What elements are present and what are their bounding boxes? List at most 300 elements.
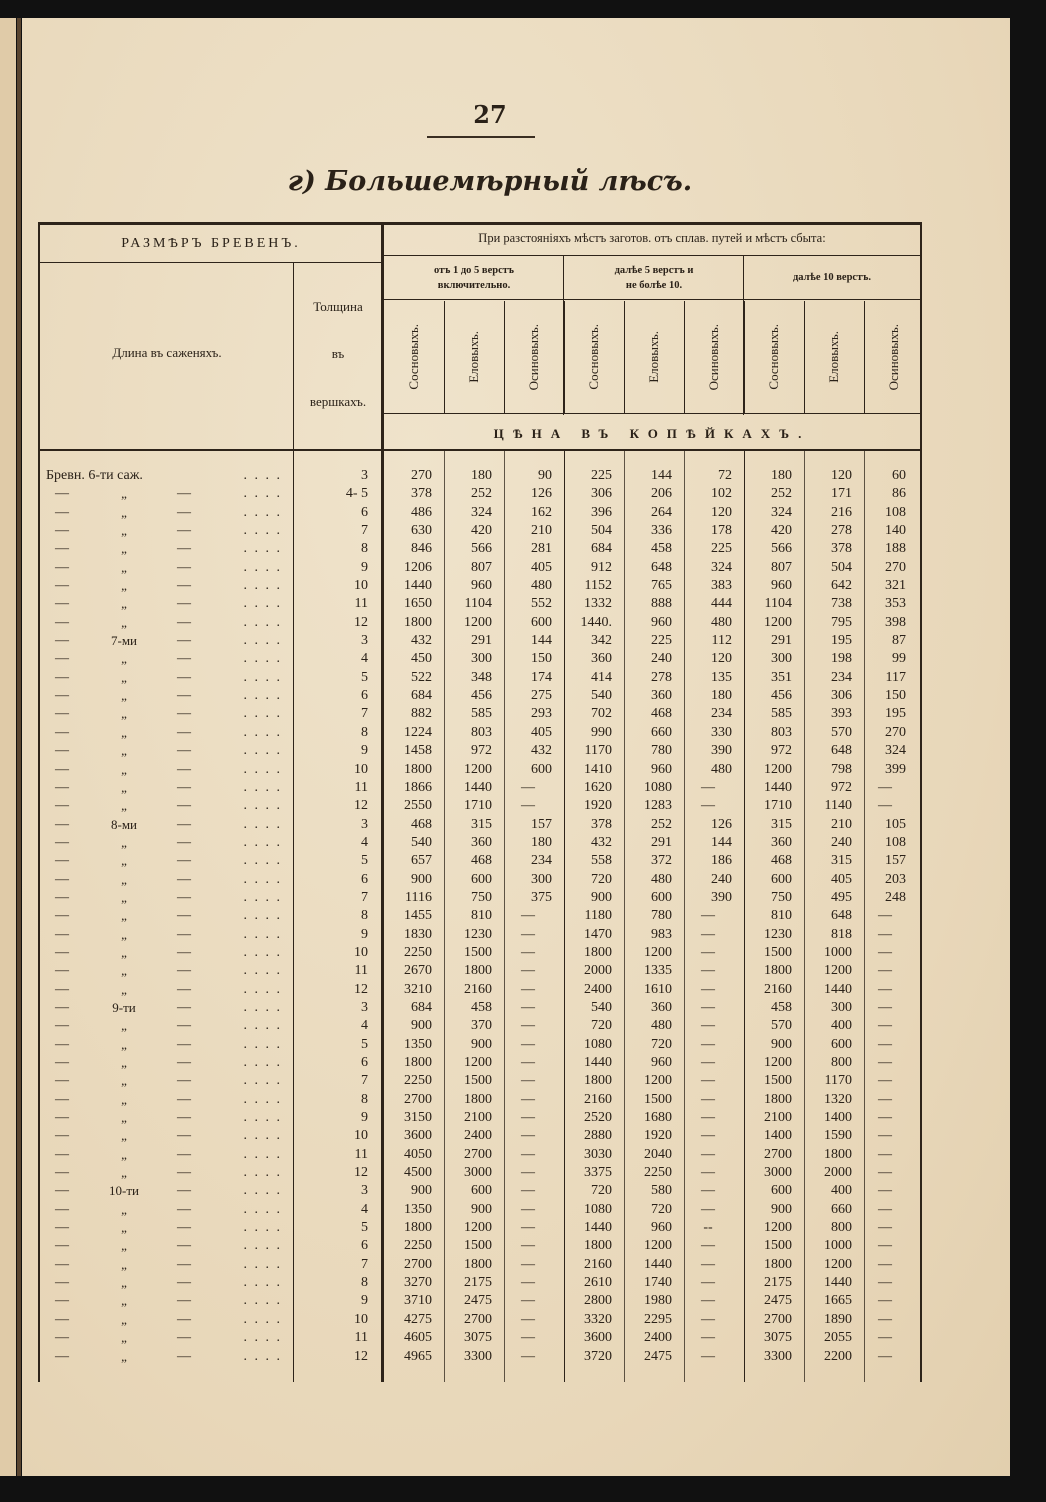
price-cell: — — [521, 1128, 535, 1144]
ditto-mark: „ — [121, 1238, 127, 1254]
price-cell: — — [701, 926, 715, 942]
price-cell: 540 — [411, 834, 432, 850]
thickness-cell: 7 — [361, 706, 368, 722]
price-cell: 1500 — [464, 1238, 492, 1254]
ditto-dash: — — [55, 1311, 69, 1327]
price-cell: 2200 — [824, 1348, 852, 1364]
thickness-cell: 5 — [361, 853, 368, 869]
price-cell: 112 — [711, 633, 732, 649]
price-cell: 480 — [711, 761, 732, 777]
price-cell: 180 — [771, 468, 792, 483]
price-cell: 972 — [831, 779, 852, 795]
price-cell: 2175 — [764, 1275, 792, 1291]
ditto-dash: — — [177, 1183, 191, 1199]
price-cell: 324 — [471, 504, 492, 520]
price-cell: 396 — [591, 504, 612, 520]
price-cell: — — [878, 1091, 892, 1107]
ditto-dash: — — [177, 486, 191, 502]
group-header-2-line1: далѣе 5 верстъ и — [614, 265, 694, 276]
price-cell: 1920 — [584, 798, 612, 814]
price-cell: 720 — [591, 871, 612, 887]
thickness-cell: 3 — [361, 1183, 368, 1199]
price-cell: 252 — [651, 816, 672, 832]
price-cell: 306 — [591, 486, 612, 502]
ditto-dash: — — [177, 688, 191, 704]
ditto-mark: „ — [121, 559, 127, 575]
leader-dots: . . . . — [243, 1110, 282, 1126]
price-cell: 324 — [771, 504, 792, 520]
price-cell: 972 — [471, 743, 492, 759]
price-cell: 270 — [411, 468, 432, 483]
price-cell: — — [521, 1293, 535, 1309]
price-cell: 315 — [831, 853, 852, 869]
ditto-dash: — — [177, 1348, 191, 1364]
table-row — [40, 1311, 920, 1329]
price-cell: 414 — [591, 669, 612, 685]
thickness-cell: 12 — [354, 1348, 368, 1364]
leader-dots: . . . . — [243, 798, 282, 814]
distance-header-rule — [384, 255, 920, 256]
ditto-dash: — — [177, 523, 191, 539]
price-cell: 150 — [531, 651, 552, 667]
ditto-dash: — — [177, 816, 191, 832]
price-cell: 1830 — [404, 926, 432, 942]
price-cell: 405 — [831, 871, 852, 887]
ditto-mark: „ — [121, 908, 127, 924]
thickness-cell: 9 — [361, 559, 368, 575]
price-cell: 210 — [831, 816, 852, 832]
ditto-mark: „ — [121, 1348, 127, 1364]
thickness-cell: 3 — [361, 633, 368, 649]
table-row — [40, 1054, 920, 1072]
ditto-mark: „ — [121, 578, 127, 594]
thickness-cell: 3 — [361, 468, 368, 483]
price-cell: 2475 — [464, 1293, 492, 1309]
price-cell: 2100 — [764, 1110, 792, 1126]
wood-type-header-cell — [565, 304, 623, 410]
ditto-dash: — — [55, 743, 69, 759]
price-cell: 504 — [831, 559, 852, 575]
price-cell: 1206 — [404, 559, 432, 575]
price-cell: 600 — [831, 1036, 852, 1052]
price-cell: — — [878, 1110, 892, 1126]
price-cell: 846 — [411, 541, 432, 557]
price-cell: 1170 — [584, 743, 612, 759]
price-cell: 180 — [471, 468, 492, 483]
price-cell: — — [878, 1036, 892, 1052]
ditto-dash: — — [177, 706, 191, 722]
ditto-dash: — — [177, 596, 191, 612]
ditto-dash: — — [55, 926, 69, 942]
price-cell: 1440 — [824, 981, 852, 997]
ditto-mark: „ — [121, 1220, 127, 1236]
ditto-dash: — — [55, 1220, 69, 1236]
leader-dots: . . . . — [243, 1073, 282, 1089]
price-cell: 468 — [651, 706, 672, 722]
wood-type-header: Еловыхъ. — [646, 331, 661, 383]
price-cell: 1740 — [644, 1275, 672, 1291]
thickness-cell: 4 — [361, 1018, 368, 1034]
price-cell: — — [878, 1018, 892, 1034]
price-cell: 3320 — [584, 1311, 612, 1327]
price-cell: 240 — [831, 834, 852, 850]
price-cell: 2040 — [644, 1146, 672, 1162]
price-cell: 1800 — [404, 614, 432, 630]
price-cell: 2160 — [584, 1091, 612, 1107]
price-cell: 1332 — [584, 596, 612, 612]
table-row — [40, 1127, 920, 1145]
price-cell: — — [521, 1091, 535, 1107]
price-cell: 444 — [711, 596, 732, 612]
price-cell: — — [701, 1036, 715, 1052]
price-cell: 330 — [711, 724, 732, 740]
price-cell: 1800 — [464, 1091, 492, 1107]
ditto-dash: — — [177, 651, 191, 667]
price-cell: 2700 — [464, 1311, 492, 1327]
price-cell: — — [701, 999, 715, 1015]
thickness-cell: 4 — [361, 1201, 368, 1217]
ditto-dash: — — [177, 999, 191, 1015]
price-cell: 2400 — [584, 981, 612, 997]
price-cell: 900 — [411, 1018, 432, 1034]
price-cell: 458 — [471, 999, 492, 1015]
price-cell: 1440 — [584, 1220, 612, 1236]
price-cell: 1200 — [644, 1238, 672, 1254]
thickness-cell: 5 — [361, 1220, 368, 1236]
price-cell: 1440 — [764, 779, 792, 795]
ditto-dash: — — [55, 1330, 69, 1346]
price-cell: 1440 — [644, 1256, 672, 1272]
price-cell: 1800 — [584, 1073, 612, 1089]
ditto-mark: „ — [121, 688, 127, 704]
ditto-mark: „ — [121, 1073, 127, 1089]
price-table-body — [40, 467, 920, 1366]
price-cell: 2400 — [644, 1330, 672, 1346]
price-cell: 188 — [885, 541, 906, 557]
length-label: Бревн. 6-ти саж. — [46, 468, 143, 483]
price-cell: 3075 — [764, 1330, 792, 1346]
price-cell: 102 — [711, 486, 732, 502]
price-cell: 684 — [411, 688, 432, 704]
price-cell: 206 — [651, 486, 672, 502]
price-cell: 1080 — [584, 1036, 612, 1052]
ditto-mark: „ — [121, 1330, 127, 1346]
price-cell: — — [521, 1018, 535, 1034]
price-cell: 2160 — [464, 981, 492, 997]
leader-dots: . . . . — [243, 1146, 282, 1162]
wood-type-header: Еловыхъ. — [466, 331, 481, 383]
price-cell: 660 — [651, 724, 672, 740]
thickness-cell: 11 — [354, 1330, 368, 1346]
price-cell: — — [521, 1183, 535, 1199]
thickness-cell: 9 — [361, 1110, 368, 1126]
ditto-dash: — — [55, 1293, 69, 1309]
price-cell: 2700 — [404, 1256, 432, 1272]
size-header-rule — [40, 262, 381, 263]
section-title: г) Большемѣрный лѣсъ. — [287, 166, 693, 197]
table-row — [40, 834, 920, 852]
price-cell: 2880 — [584, 1128, 612, 1144]
leader-dots: . . . . — [243, 1330, 282, 1346]
column-divider — [624, 301, 625, 413]
price-cell: 4605 — [404, 1330, 432, 1346]
price-caption: ЦѢНА ВЪ КОПѢЙКАХЪ. — [493, 426, 811, 441]
ditto-dash: — — [177, 614, 191, 630]
leader-dots: . . . . — [243, 743, 282, 759]
ditto-dash: — — [177, 944, 191, 960]
table-row — [40, 1329, 920, 1347]
leader-dots: . . . . — [243, 596, 282, 612]
price-cell: 324 — [885, 743, 906, 759]
price-cell: 225 — [591, 468, 612, 483]
price-cell: 1590 — [824, 1128, 852, 1144]
price-cell: 1200 — [764, 761, 792, 777]
ditto-dash: — — [55, 981, 69, 997]
ditto-mark: „ — [121, 706, 127, 722]
ditto-dash: — — [177, 981, 191, 997]
price-cell: — — [521, 1146, 535, 1162]
ditto-mark: „ — [121, 1036, 127, 1052]
price-cell: 780 — [651, 743, 672, 759]
price-cell: — — [701, 1055, 715, 1070]
thickness-cell: 9 — [361, 1293, 368, 1309]
price-cell: — — [521, 908, 535, 924]
price-cell: 1152 — [584, 578, 612, 594]
price-cell: — — [701, 1110, 715, 1126]
table-row — [40, 1072, 920, 1090]
price-cell: — — [701, 779, 715, 795]
price-cell: 570 — [831, 724, 852, 740]
price-cell: 390 — [711, 743, 732, 759]
price-cell: 248 — [885, 889, 906, 905]
price-cell: 900 — [411, 1183, 432, 1199]
price-cell: 210 — [531, 523, 552, 539]
price-cell: 3710 — [404, 1293, 432, 1309]
table-row — [40, 504, 920, 522]
price-cell: — — [701, 1348, 715, 1364]
wood-type-header: Осиновыхъ. — [706, 323, 721, 391]
page-number-rule — [427, 136, 535, 138]
wood-types-rule — [384, 413, 920, 414]
price-cell: — — [521, 1348, 535, 1364]
price-cell: 648 — [831, 908, 852, 924]
price-cell: 378 — [591, 816, 612, 832]
price-cell: 3300 — [464, 1348, 492, 1364]
price-cell: 1980 — [644, 1293, 672, 1309]
price-cell: — — [521, 1201, 535, 1217]
leader-dots: . . . . — [243, 853, 282, 869]
leader-dots: . . . . — [243, 468, 282, 483]
ditto-dash: — — [177, 1128, 191, 1144]
leader-dots: . . . . — [243, 724, 282, 740]
table-row — [40, 1017, 920, 1035]
table-row — [40, 871, 920, 889]
ditto-dash: — — [177, 1256, 191, 1272]
price-cell: 900 — [591, 889, 612, 905]
price-cell: 150 — [885, 688, 906, 704]
ditto-dash: — — [55, 999, 69, 1015]
ditto-mark: „ — [121, 596, 127, 612]
ditto-mark: „ — [121, 523, 127, 539]
ditto-mark: „ — [121, 1201, 127, 1217]
price-cell: 90 — [538, 468, 552, 483]
thickness-cell: 7 — [361, 1073, 368, 1089]
wood-type-header: Сосновыхъ. — [766, 324, 781, 390]
price-cell: 1200 — [764, 1220, 792, 1236]
wood-type-header-cell — [445, 304, 503, 410]
ditto-dash: — — [55, 1201, 69, 1217]
price-cell: — — [701, 1275, 715, 1291]
price-cell: 1440. — [580, 614, 612, 630]
ditto-dash: — — [55, 523, 69, 539]
price-cell: — — [878, 1238, 892, 1254]
price-cell: 1170 — [824, 1073, 852, 1089]
thickness-cell: 3 — [361, 999, 368, 1015]
price-cell: 293 — [531, 706, 552, 722]
ditto-dash: — — [55, 889, 69, 905]
price-cell: — — [878, 926, 892, 942]
leader-dots: . . . . — [243, 926, 282, 942]
price-cell: 900 — [471, 1036, 492, 1052]
group-header-1-line2: включительно. — [437, 280, 511, 291]
ditto-dash: — — [177, 1110, 191, 1126]
price-cell: 882 — [411, 706, 432, 722]
column-divider — [504, 301, 505, 413]
price-cell: — — [701, 1073, 715, 1089]
price-cell: 252 — [771, 486, 792, 502]
price-cell: 393 — [831, 706, 852, 722]
price-cell: — — [878, 1073, 892, 1089]
ditto-dash: — — [177, 889, 191, 905]
price-cell: 800 — [831, 1055, 852, 1070]
price-cell: 275 — [531, 688, 552, 704]
price-cell: 321 — [885, 578, 906, 594]
price-cell: 585 — [471, 706, 492, 722]
thickness-cell: 8 — [361, 541, 368, 557]
price-cell: 1500 — [464, 1073, 492, 1089]
ditto-dash: — — [177, 1036, 191, 1052]
price-cell: 1680 — [644, 1110, 672, 1126]
price-cell: 144 — [711, 834, 732, 850]
ditto-mark: „ — [121, 834, 127, 850]
price-cell: 360 — [471, 834, 492, 850]
price-cell: 1224 — [404, 724, 432, 740]
thickness-cell: 9 — [361, 743, 368, 759]
price-cell: — — [521, 1036, 535, 1052]
price-cell: — — [521, 1073, 535, 1089]
price-cell: 780 — [651, 908, 672, 924]
column-divider — [744, 301, 745, 413]
price-cell: 3600 — [584, 1330, 612, 1346]
price-cell: 803 — [771, 724, 792, 740]
price-cell: 306 — [831, 688, 852, 704]
leader-dots: . . . . — [243, 816, 282, 832]
price-cell: 162 — [531, 504, 552, 520]
thickness-cell: 7 — [361, 889, 368, 905]
ditto-dash: — — [177, 541, 191, 557]
price-cell: — — [878, 1128, 892, 1144]
price-cell: — — [701, 1183, 715, 1199]
ditto-dash: — — [55, 1110, 69, 1126]
price-cell: 370 — [471, 1018, 492, 1034]
thickness-cell: 4 — [361, 651, 368, 667]
header-thickness-1: Толщина — [313, 299, 363, 314]
price-cell: 2055 — [824, 1330, 852, 1346]
leader-dots: . . . . — [243, 889, 282, 905]
leader-dots: . . . . — [243, 1036, 282, 1052]
price-cell: 399 — [885, 761, 906, 777]
price-cell: 960 — [771, 578, 792, 594]
price-cell: 1920 — [644, 1128, 672, 1144]
leader-dots: . . . . — [243, 541, 282, 557]
price-cell: 1200 — [464, 614, 492, 630]
price-cell: 600 — [471, 871, 492, 887]
leader-dots: . . . . — [243, 688, 282, 704]
price-cell: 580 — [651, 1183, 672, 1199]
price-cell: — — [701, 981, 715, 997]
wood-type-header-cell — [505, 304, 563, 410]
price-cell: 398 — [885, 614, 906, 630]
price-cell: 480 — [651, 871, 672, 887]
thickness-cell: 6 — [361, 871, 368, 887]
price-cell: 171 — [831, 486, 852, 502]
price-cell: 240 — [651, 651, 672, 667]
table-row — [40, 816, 920, 834]
wood-type-header-cell — [865, 304, 923, 410]
price-cell: 458 — [771, 999, 792, 1015]
price-cell: 600 — [771, 871, 792, 887]
price-cell: 912 — [591, 559, 612, 575]
price-cell: — — [701, 1293, 715, 1309]
price-cell: 1800 — [764, 1091, 792, 1107]
table-row — [40, 632, 920, 650]
thickness-cell: 6 — [361, 504, 368, 520]
leader-dots: . . . . — [243, 871, 282, 887]
price-cell: 420 — [771, 523, 792, 539]
price-cell: 315 — [771, 816, 792, 832]
price-cell: 195 — [885, 706, 906, 722]
table-row — [40, 1182, 920, 1200]
price-cell: — — [878, 1293, 892, 1309]
price-cell: — — [701, 944, 715, 960]
length-label: 10-ти — [109, 1183, 139, 1199]
price-cell: 1440 — [464, 779, 492, 795]
ditto-dash: — — [177, 669, 191, 685]
price-cell: 800 — [831, 1220, 852, 1236]
ditto-dash: — — [55, 908, 69, 924]
price-cell: — — [878, 1220, 892, 1236]
table-row — [40, 962, 920, 980]
ditto-dash: — — [177, 1201, 191, 1217]
price-cell: 900 — [771, 1201, 792, 1217]
price-cell: 105 — [885, 816, 906, 832]
ditto-dash: — — [177, 1275, 191, 1291]
price-cell: — — [878, 1146, 892, 1162]
price-cell: 720 — [651, 1201, 672, 1217]
table-row — [40, 467, 920, 485]
ditto-dash: — — [177, 963, 191, 979]
ditto-dash: — — [177, 798, 191, 814]
thickness-cell: 7 — [361, 523, 368, 539]
header-thickness-3: вершкахъ. — [309, 394, 367, 409]
ditto-mark: „ — [121, 669, 127, 685]
ditto-dash: — — [55, 963, 69, 979]
price-cell: 2670 — [404, 963, 432, 979]
price-cell: 456 — [471, 688, 492, 704]
price-cell: — — [521, 1238, 535, 1254]
price-cell: 720 — [591, 1183, 612, 1199]
price-cell: 375 — [531, 889, 552, 905]
